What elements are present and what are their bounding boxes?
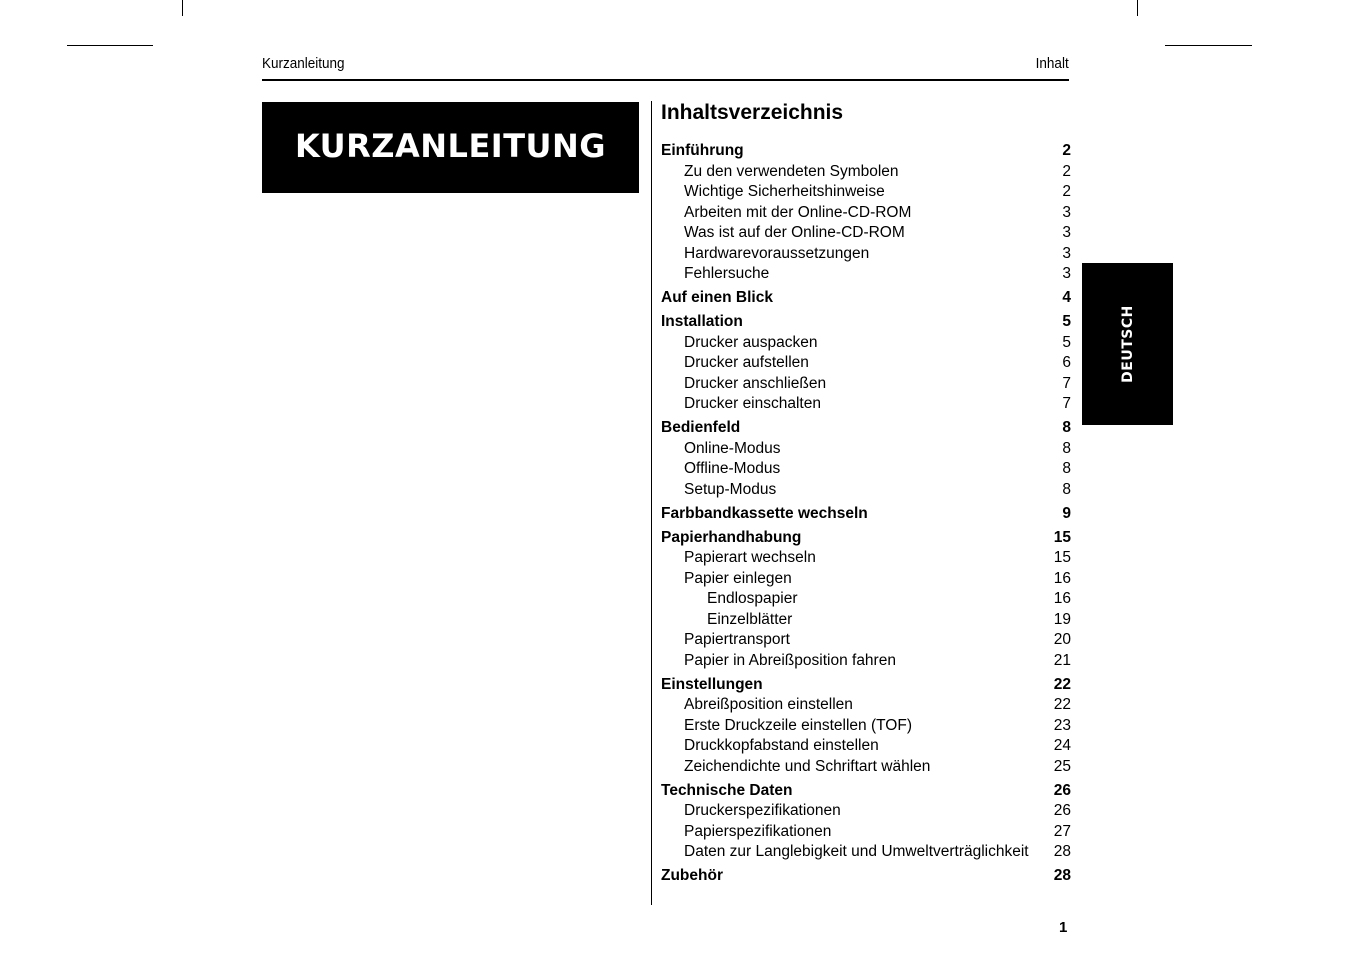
toc-entry-page: 25 [1053, 757, 1071, 775]
toc-entry-page: 8 [1062, 460, 1071, 477]
toc-entry-title: Zeichendichte und Schriftart wählen [684, 757, 931, 775]
toc-entry-title: Hardwarevoraussetzungen [684, 244, 870, 262]
toc-entry-title: Wichtige Sicherheitshinweise [684, 183, 885, 200]
toc-entry [661, 244, 1071, 265]
toc-entry-page: 16 [1053, 569, 1071, 587]
toc-entry-title: Was ist auf der Online-CD-ROM [684, 224, 905, 241]
toc-entry [661, 264, 1071, 285]
toc-entry-page: 8 [1062, 439, 1071, 457]
toc-entry-page: 4 [1062, 289, 1071, 306]
toc-entry-title: Abreißposition einstellen [684, 696, 853, 713]
toc-entry [661, 757, 1071, 778]
running-head-section: Kurzanleitung [262, 55, 345, 72]
toc-entry [661, 480, 1071, 501]
title-box-label: KURZANLEITUNG [294, 126, 607, 165]
toc-entry-title: Drucker einschalten [684, 395, 821, 412]
toc-entry [661, 203, 1071, 224]
toc-entry-page: 26 [1053, 781, 1071, 799]
toc-entry [661, 610, 1071, 631]
crop-mark [1137, 0, 1138, 16]
toc-entry-title: Zu den verwendeten Symbolen [684, 162, 899, 180]
toc-entry-page: 24 [1053, 737, 1071, 754]
toc-entry [661, 504, 1071, 525]
toc-entry-page: 20 [1053, 631, 1071, 648]
toc-entry [661, 822, 1071, 843]
toc-entry-title: Daten zur Langlebigkeit und Umweltverträglichkeit [684, 843, 1029, 860]
toc-entry-title: Offline-Modus [684, 460, 781, 477]
toc-entry [661, 418, 1071, 439]
toc-entry [661, 312, 1071, 333]
toc-entry [661, 374, 1071, 395]
toc-entry-title: Technische Daten [661, 781, 793, 799]
toc-entry [661, 182, 1071, 203]
toc-entry [661, 842, 1071, 863]
toc-entry [661, 353, 1071, 374]
toc-entry-title: Drucker aufstellen [684, 354, 809, 371]
toc-entry [661, 548, 1071, 569]
toc-entry-title: Papierhandhabung [661, 528, 802, 546]
title-box [262, 102, 639, 193]
toc-entry [661, 162, 1071, 183]
toc-entry-title: Auf einen Blick [661, 289, 773, 306]
toc-entry [661, 394, 1071, 415]
toc-entry-page: 7 [1062, 395, 1071, 412]
toc-entry [661, 695, 1071, 716]
toc-heading: Inhaltsverzeichnis [661, 101, 844, 124]
toc-entry-title: Drucker anschließen [684, 374, 827, 392]
toc-entry [661, 736, 1071, 757]
toc-entry [661, 459, 1071, 480]
toc-entry-title: Zubehör [661, 867, 723, 884]
toc-entry-page: 22 [1053, 675, 1071, 693]
toc-entry [661, 589, 1071, 610]
toc-entry-page: 8 [1062, 480, 1071, 498]
toc-entry-page: 9 [1062, 504, 1071, 522]
toc-entry [661, 716, 1071, 737]
toc-entry-title: Farbbandkassette wechseln [661, 504, 868, 522]
toc-entry-title: Papier einlegen [684, 569, 792, 587]
toc-entry-page: 28 [1053, 867, 1071, 884]
toc-entry-page: 15 [1053, 549, 1071, 566]
toc-entry-page: 26 [1053, 802, 1071, 819]
crop-mark [1165, 45, 1252, 46]
toc-entry-page: 22 [1053, 696, 1071, 713]
toc-entry-page: 3 [1062, 224, 1071, 241]
toc-entry-page: 6 [1062, 354, 1071, 371]
toc-entry-title: Papierspezifikationen [684, 822, 832, 840]
toc-entry-page: 27 [1053, 822, 1071, 840]
toc-entry-page: 2 [1062, 142, 1071, 159]
toc-entry-page: 23 [1053, 716, 1071, 734]
toc-entry-page: 2 [1062, 183, 1071, 200]
toc-entry-page: 16 [1053, 590, 1071, 607]
toc-entry [661, 288, 1071, 309]
toc-entry-page: 5 [1062, 313, 1071, 330]
toc-entry-title: Online-Modus [684, 439, 781, 457]
toc-entry-title: Einführung [661, 142, 744, 159]
toc-entry-title: Bedienfeld [661, 419, 741, 436]
toc-entry-title: Arbeiten mit der Online-CD-ROM [684, 203, 912, 221]
toc-entry-page: 3 [1062, 265, 1071, 282]
toc-entry-title: Papiertransport [684, 631, 790, 648]
toc-entry [661, 801, 1071, 822]
toc-entry-title: Papier in Abreißposition fahren [684, 651, 896, 669]
toc-entry-page: 21 [1053, 651, 1071, 669]
toc-entry-page: 19 [1053, 610, 1071, 628]
toc-entry-page: 28 [1053, 843, 1071, 860]
toc-entry-title: Setup-Modus [684, 480, 777, 498]
toc-entry [661, 781, 1071, 802]
toc-entry-title: Endlospapier [707, 590, 798, 607]
toc-entry-title: Installation [661, 313, 743, 330]
running-head [262, 55, 1069, 81]
column-divider [651, 101, 652, 905]
toc-entry [661, 141, 1071, 162]
toc-list [661, 141, 1071, 887]
toc-entry-page: 2 [1062, 162, 1071, 180]
toc-entry [661, 223, 1071, 244]
toc-entry [661, 528, 1071, 549]
toc-entry-page: 3 [1062, 203, 1071, 221]
toc-entry [661, 439, 1071, 460]
crop-mark [182, 0, 183, 16]
toc-entry [661, 866, 1071, 887]
toc-entry-title: Druckkopfabstand einstellen [684, 737, 879, 754]
language-tab-label: DEUTSCH [1119, 305, 1136, 383]
toc-entry [661, 675, 1071, 696]
toc-entry-title: Druckerspezifikationen [684, 802, 841, 819]
language-tab [1082, 263, 1173, 425]
toc-entry-title: Drucker auspacken [684, 333, 818, 351]
page-number: 1 [1059, 919, 1068, 936]
toc-entry-title: Papierart wechseln [684, 549, 816, 566]
toc-entry-page: 5 [1062, 333, 1071, 351]
toc-entry-title: Einzelblätter [707, 610, 793, 628]
toc-entry [661, 651, 1071, 672]
toc-entry [661, 630, 1071, 651]
toc-entry-title: Fehlersuche [684, 265, 770, 282]
running-head-chapter: Inhalt [1035, 55, 1069, 72]
toc-entry-title: Erste Druckzeile einstellen (TOF) [684, 716, 912, 734]
toc-entry [661, 333, 1071, 354]
toc-entry-page: 3 [1062, 244, 1071, 262]
toc-entry [661, 569, 1071, 590]
toc-entry-page: 7 [1062, 374, 1071, 392]
toc-entry-page: 8 [1062, 419, 1071, 436]
crop-mark [67, 45, 153, 46]
toc-entry-page: 15 [1053, 528, 1071, 546]
toc-entry-title: Einstellungen [661, 675, 763, 693]
